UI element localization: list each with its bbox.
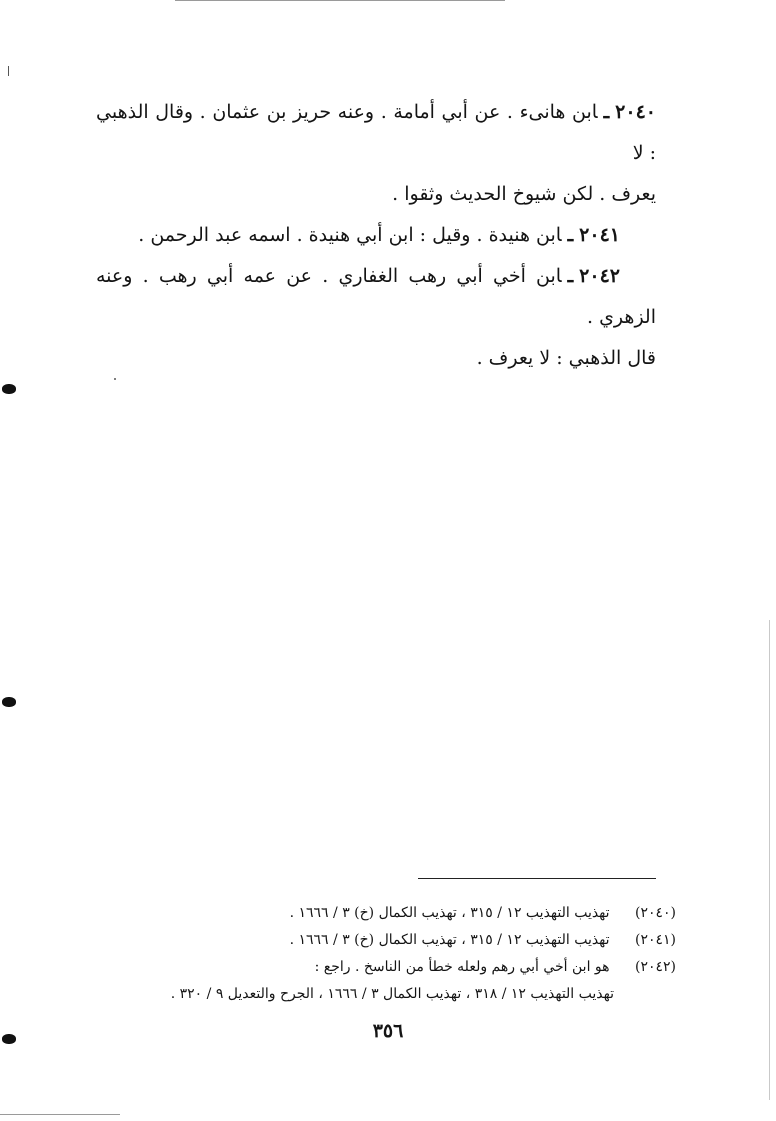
scan-artifact-line [0, 1114, 120, 1115]
entry-text-line: يعرف . لكن شيوخ الحديث وثقوا . [392, 183, 656, 205]
entry-2040 [96, 92, 656, 215]
entry-dash: ـ [603, 101, 610, 123]
scan-artifact-mark [8, 66, 9, 76]
entry-text-line: قال الذهبي : لا يعرف . [476, 347, 656, 369]
entry-text-line: ابن هنيدة . وقيل : ابن أبي هنيدة . اسمه عبد الرحمن . [138, 224, 562, 246]
footnote-number: (٢٠٤٠) [634, 905, 676, 921]
footnote-separator [418, 878, 656, 879]
entry-number: ٢٠٤١ [579, 224, 620, 246]
punch-hole [2, 697, 16, 707]
scan-artifact-line [175, 0, 505, 1]
entries-list [96, 92, 656, 379]
footnote-text: تهذيب التهذيب ١٢ / ٣١٨ ، تهذيب الكمال ٣ / ١٦٦٦ ، الجرح والتعديل ٩ / ٣٢٠ . [170, 986, 614, 1002]
footnote-2042 [96, 954, 676, 981]
entry-number: ٢٠٤٠ [615, 101, 656, 123]
page-number: ٣٥٦ [372, 1020, 404, 1042]
footnote-2041 [96, 927, 676, 954]
entry-number: ٢٠٤٢ [579, 265, 620, 287]
footnote-number: (٢٠٤١) [634, 932, 676, 948]
entry-text-line: ابن أخي أبي رهب الغفاري . عن عمه أبي رهب . وعنه الزهري . [96, 265, 656, 328]
entry-dash: ـ [567, 224, 574, 246]
entry-2042 [96, 256, 656, 379]
entry-dash: ـ [567, 265, 574, 287]
footnote-2042-continuation [96, 981, 676, 1008]
entry-2041 [96, 215, 656, 256]
footnotes-list [96, 900, 676, 1008]
punch-hole [2, 384, 16, 394]
footnote-text: تهذيب التهذيب ١٢ / ٣١٥ ، تهذيب الكمال (خ) ٣ / ١٦٦٦ . [289, 905, 610, 921]
footnote-text: هو ابن أخي أبي رهم ولعله خطأ من الناسخ . راجع : [314, 959, 610, 975]
footnote-2040 [96, 900, 676, 927]
entry-first-line [96, 265, 656, 328]
entry-text-line: ابن هانىء . عن أبي أمامة . وعنه حريز بن عثمان . وقال الذهبي : لا [96, 101, 656, 164]
footnote-number: (٢٠٤٢) [634, 959, 676, 975]
footnote-text: تهذيب التهذيب ١٢ / ٣١٥ ، تهذيب الكمال (خ) ٣ / ١٦٦٦ . [289, 932, 610, 948]
